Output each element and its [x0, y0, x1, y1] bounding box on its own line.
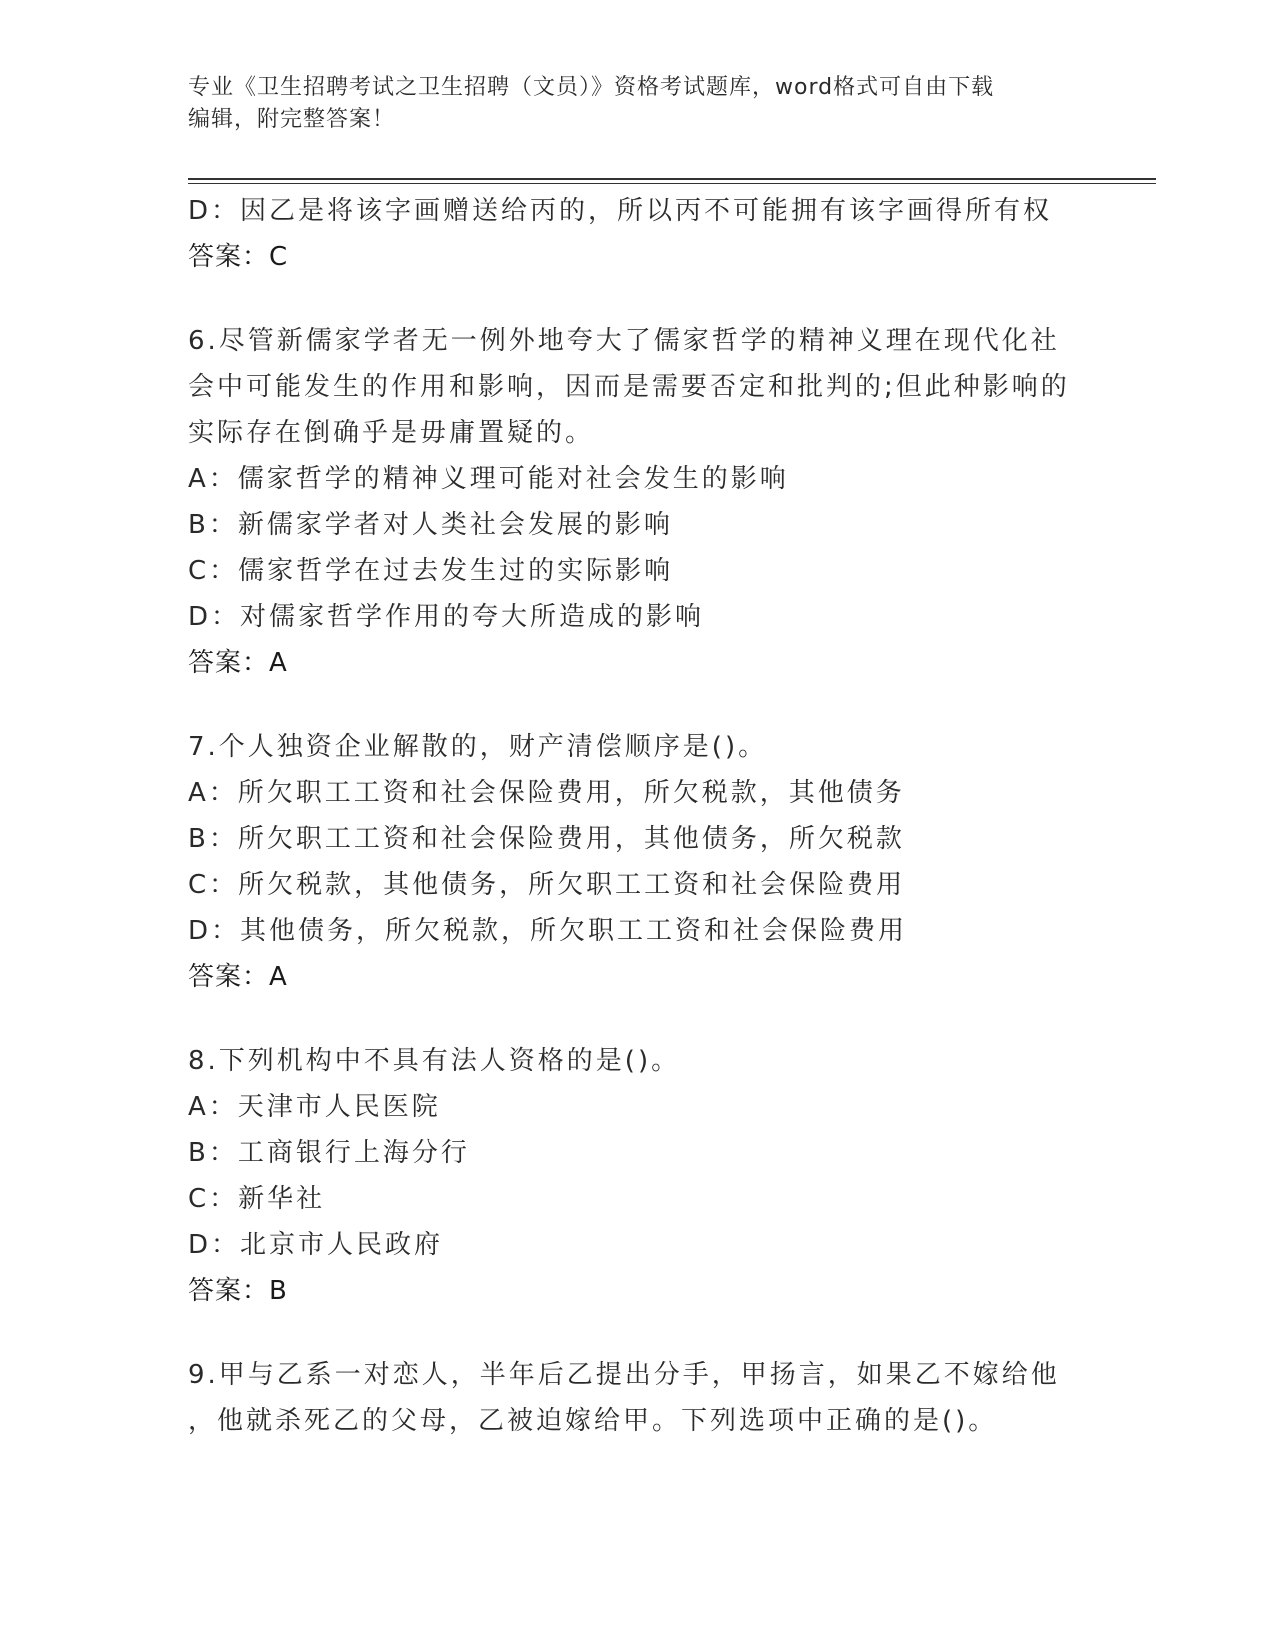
document-header [188, 72, 1088, 136]
option-b: B：工商银行上海分行 [188, 1138, 470, 1168]
answer-label: 答案：B [188, 1276, 288, 1306]
question-stem-line: 6.尽管新儒家学者无一例外地夸大了儒家哲学的精神义理在现代化社 [188, 326, 1060, 356]
question-9 [188, 1352, 1088, 1444]
option-d: D：北京市人民政府 [188, 1230, 444, 1260]
option-d: D：对儒家哲学作用的夸大所造成的影响 [188, 602, 705, 632]
option-b: B：新儒家学者对人类社会发展的影响 [188, 510, 673, 540]
question-6 [188, 318, 1088, 686]
option-c: C：儒家哲学在过去发生过的实际影响 [188, 556, 674, 586]
option-d: D：因乙是将该字画赠送给丙的，所以丙不可能拥有该字画得所有权 [188, 196, 1053, 226]
document-body [188, 188, 1088, 1444]
option-c: C：所欠税款，其他债务，所欠职工工资和社会保险费用 [188, 870, 906, 900]
question-5-continued [188, 188, 1088, 280]
header-divider-thin [188, 183, 1156, 184]
question-stem-line: 9.甲与乙系一对恋人，半年后乙提出分手，甲扬言，如果乙不嫁给他 [188, 1360, 1060, 1390]
option-c: C：新华社 [188, 1184, 326, 1214]
header-line-2: 编辑，附完整答案！ [188, 107, 396, 132]
answer-label: 答案：A [188, 648, 288, 678]
question-7 [188, 724, 1088, 1000]
question-stem-line: 会中可能发生的作用和影响，因而是需要否定和批判的;但此种影响的 [188, 372, 1070, 402]
header-line-1: 专业《卫生招聘考试之卫生招聘（文员）》资格考试题库，word格式可自由下载 [188, 75, 995, 100]
answer-label: 答案：A [188, 962, 288, 992]
option-a: A：所欠职工工资和社会保险费用，所欠税款，其他债务 [188, 778, 905, 808]
option-b: B：所欠职工工资和社会保险费用，其他债务，所欠税款 [188, 824, 905, 854]
option-a: A：儒家哲学的精神义理可能对社会发生的影响 [188, 464, 789, 494]
question-stem-line: 7.个人独资企业解散的，财产清偿顺序是()。 [188, 732, 768, 762]
question-stem-line: ，他就杀死乙的父母，乙被迫嫁给甲。下列选项中正确的是()。 [188, 1406, 998, 1436]
question-8 [188, 1038, 1088, 1314]
option-d: D：其他债务，所欠税款，所欠职工工资和社会保险费用 [188, 916, 908, 946]
answer-label: 答案：C [188, 242, 289, 272]
question-stem-line: 实际存在倒确乎是毋庸置疑的。 [188, 418, 595, 448]
question-stem-line: 8.下列机构中不具有法人资格的是()。 [188, 1046, 681, 1076]
option-a: A：天津市人民医院 [188, 1092, 441, 1122]
header-divider-thick [188, 178, 1156, 180]
